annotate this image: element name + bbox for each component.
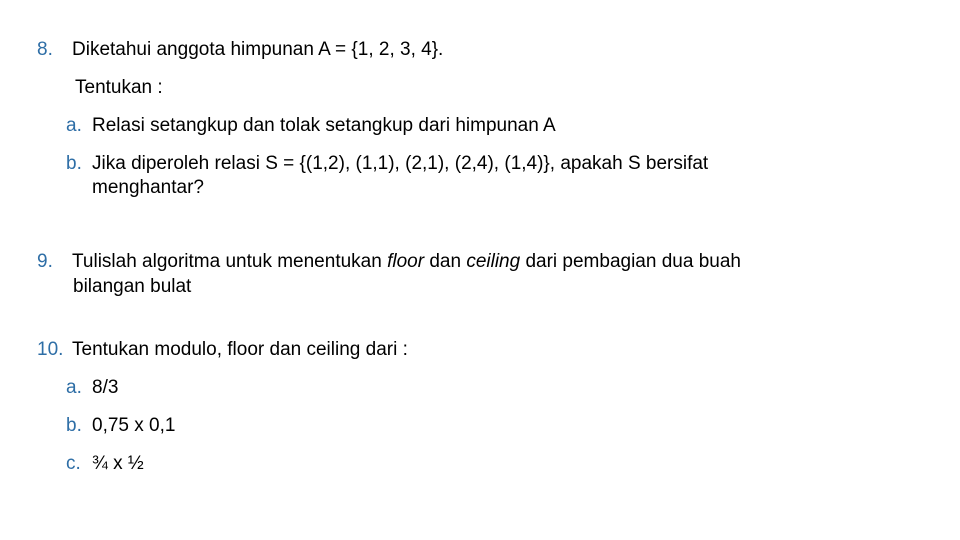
question-10a-text: 8/3: [92, 377, 119, 398]
question-10-number: 10.: [37, 339, 64, 360]
question-8-number: 8.: [37, 39, 53, 60]
question-9: [37, 250, 741, 274]
question-10a-letter: a.: [66, 377, 82, 398]
question-10: [37, 338, 408, 362]
question-9-text-b: dan: [424, 251, 467, 272]
question-8b: [66, 152, 708, 176]
question-8b-letter: b.: [66, 153, 82, 174]
question-10b: [66, 414, 175, 438]
question-10c: [66, 452, 144, 476]
question-8-text: Diketahui anggota himpunan A = {1, 2, 3, 4}.: [72, 39, 444, 60]
question-8a: [66, 114, 556, 138]
question-8b-text-line1: Jika diperoleh relasi S = {(1,2), (1,1), (2,1), (2,4), (1,4)}, apakah S bersifat: [92, 153, 709, 174]
question-9-ceiling-word: ceiling: [466, 251, 521, 272]
question-10c-letter: c.: [66, 453, 81, 474]
question-9-floor-word: floor: [387, 251, 425, 272]
question-10b-letter: b.: [66, 415, 82, 436]
question-9-text-a: Tulislah algoritma untuk menentukan: [72, 251, 388, 272]
question-9-number: 9.: [37, 251, 53, 272]
question-8b-text-line2: menghantar?: [92, 177, 204, 198]
question-8a-text: Relasi setangkup dan tolak setangkup dari himpunan A: [92, 115, 556, 136]
question-10b-text: 0,75 x 0,1: [92, 415, 176, 436]
question-9-text-line2: bilangan bulat: [73, 276, 192, 297]
question-9-text-c: dari pembagian dua buah: [520, 251, 741, 272]
question-8a-letter: a.: [66, 115, 82, 136]
question-10-text: Tentukan modulo, floor dan ceiling dari :: [72, 339, 408, 360]
question-10c-text: ¾ x ½: [92, 453, 144, 474]
question-8: [37, 38, 443, 62]
question-8-instruction: Tentukan :: [75, 77, 163, 98]
question-10a: [66, 376, 118, 400]
